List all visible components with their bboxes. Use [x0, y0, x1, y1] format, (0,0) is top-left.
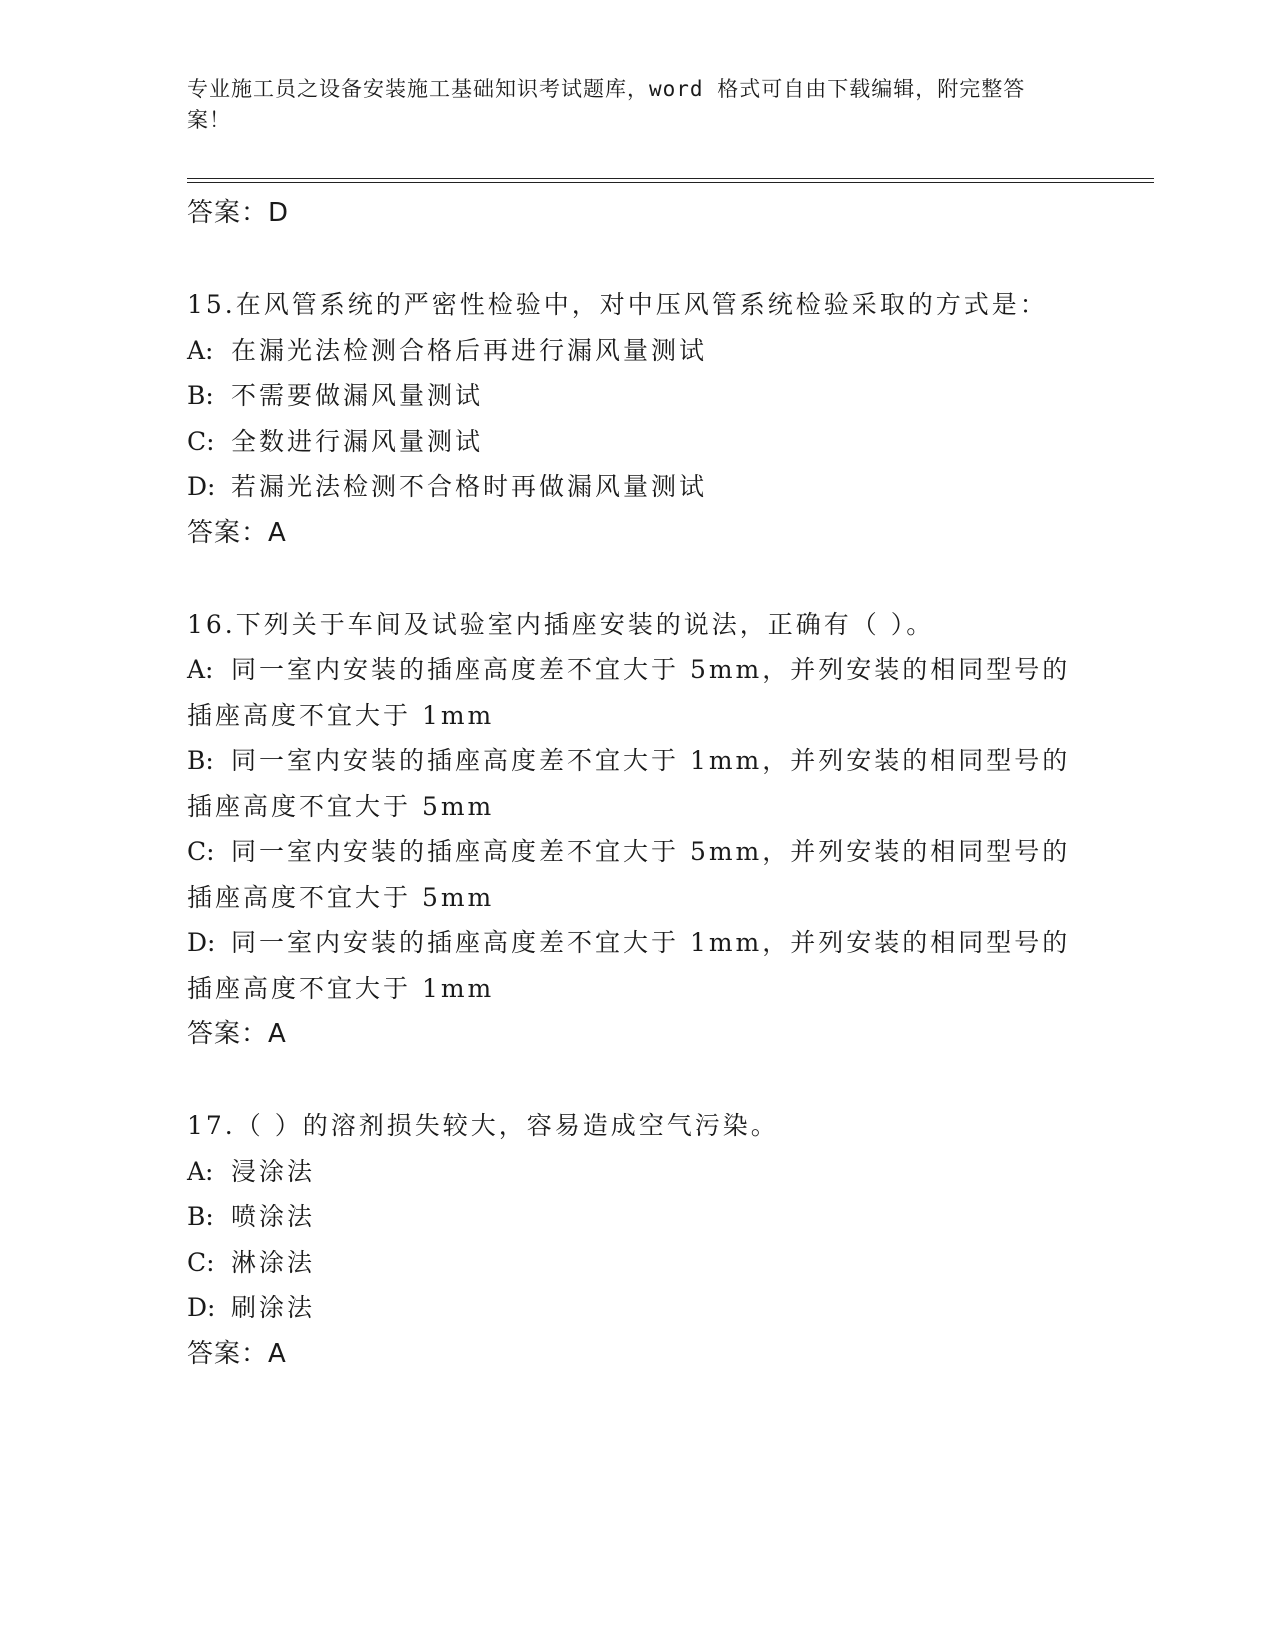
option-text: 同一室内安装的插座高度差不宜大于 1mm，并列安装的相同型号的插座高度不宜大于 1mm — [187, 928, 1071, 1003]
question-answer: 答案：A — [187, 517, 287, 548]
question-17 — [187, 1103, 1087, 1377]
question-stem: 17.（ ）的溶剂损失较大，容易造成空气污染。 — [187, 1111, 779, 1140]
option-key: B: — [187, 746, 214, 775]
option-key: C: — [187, 837, 215, 866]
question-answer: 答案：A — [187, 1338, 287, 1369]
option-key: A: — [187, 335, 214, 365]
option-key: C: — [187, 1247, 215, 1277]
option-text: 同一室内安装的插座高度差不宜大于 5mm，并列安装的相同型号的插座高度不宜大于 5mm — [187, 837, 1071, 912]
option-text: 同一室内安装的插座高度差不宜大于 1mm，并列安装的相同型号的插座高度不宜大于 5mm — [187, 746, 1071, 821]
option-d — [187, 920, 1087, 1011]
option-key: B: — [187, 381, 214, 410]
option-key: D: — [187, 472, 216, 501]
spacer — [187, 236, 1087, 282]
spacer — [187, 556, 1087, 602]
option-text: 同一室内安装的插座高度差不宜大于 5mm，并列安装的相同型号的插座高度不宜大于 1mm — [187, 655, 1071, 730]
option-d — [187, 1285, 1087, 1331]
question-16 — [187, 602, 1087, 1058]
option-key: B: — [187, 1202, 214, 1231]
option-b — [187, 373, 1087, 419]
previous-question-answer: 答案：D — [187, 198, 290, 228]
option-key: A: — [187, 655, 214, 684]
option-text: 刷涂法 — [231, 1293, 316, 1322]
option-text: 淋涂法 — [231, 1247, 316, 1277]
question-stem: 16.下列关于车间及试验室内插座安装的说法，正确有（ ）。 — [187, 609, 935, 639]
option-c — [187, 419, 1087, 465]
option-b — [187, 1194, 1087, 1240]
option-a — [187, 328, 1087, 374]
option-c — [187, 829, 1087, 920]
option-text: 浸涂法 — [231, 1156, 316, 1186]
document-header — [187, 74, 1067, 136]
option-key: D: — [187, 1293, 216, 1322]
spacer — [187, 1057, 1087, 1103]
option-text: 不需要做漏风量测试 — [231, 381, 484, 410]
question-15 — [187, 282, 1087, 556]
option-text: 在漏光法检测合格后再进行漏风量测试 — [231, 335, 708, 365]
header-divider-bottom — [187, 182, 1154, 183]
option-text: 若漏光法检测不合格时再做漏风量测试 — [231, 472, 708, 501]
header-text: 专业施工员之设备安装施工基础知识考试题库，word 格式可自由下载编辑，附完整答案！ — [187, 77, 1026, 132]
option-key: C: — [187, 426, 215, 456]
option-c — [187, 1240, 1087, 1286]
question-answer: 答案：A — [187, 1019, 287, 1049]
option-a — [187, 647, 1087, 738]
option-key: D: — [187, 928, 216, 957]
header-divider-top — [187, 178, 1154, 179]
option-text: 喷涂法 — [231, 1202, 316, 1231]
option-b — [187, 738, 1087, 829]
option-text: 全数进行漏风量测试 — [231, 426, 484, 456]
option-d — [187, 464, 1087, 510]
question-stem: 15.在风管系统的严密性检验中，对中压风管系统检验采取的方式是： — [187, 290, 1048, 319]
question-list — [187, 190, 1087, 1377]
option-a — [187, 1149, 1087, 1195]
option-key: A: — [187, 1156, 214, 1186]
